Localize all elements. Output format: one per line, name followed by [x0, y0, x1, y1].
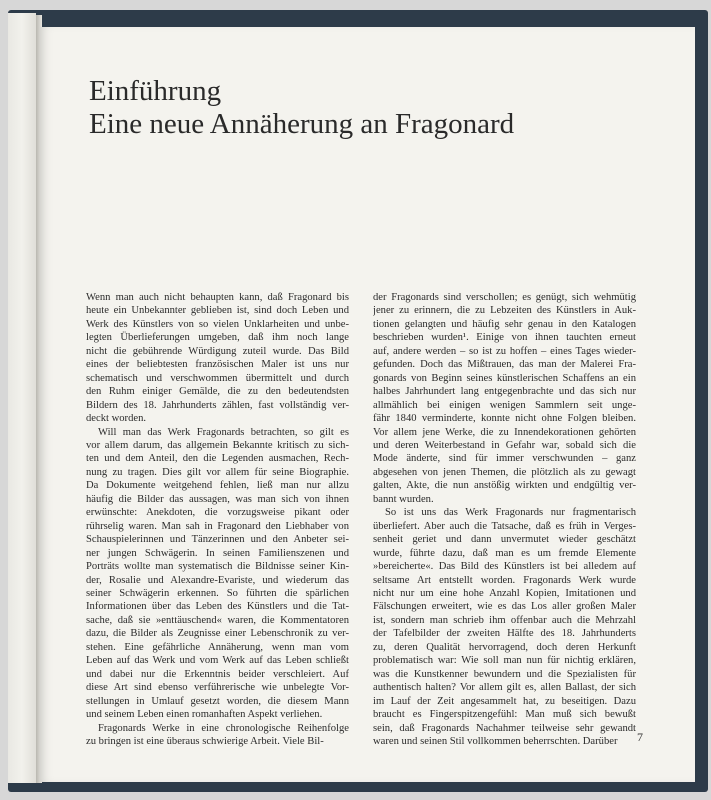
- text-line: der, Rosalie und Alexandre-Evariste, und wiederum das: [86, 574, 349, 586]
- text-line: häufig die Bilder das aussagen, was man sich von ihnen: [86, 493, 349, 505]
- text-line: zu, deren Qualität hervorragend, doch deren Herkunft: [373, 641, 636, 653]
- text-line: Porträts wollte man systematisch die Bildnisse seiner Kin-: [86, 561, 349, 573]
- text-line: Will man das Werk Fragonards betrachten, so gilt es: [98, 426, 349, 438]
- text-line: halbes Jahrhundert lang entgegenbrachte und das sich nur: [373, 386, 636, 398]
- text-line: jener zu erinnern, die zu Lebzeiten des Künstlers in Auk-: [373, 305, 636, 317]
- text-line: seltsame Art entstellt worden. Fragonards Werk wurde: [373, 574, 636, 586]
- text-line: So ist uns das Werk Fragonards nur fragmentarisch: [385, 507, 636, 519]
- text-line: Leben auf das Werk und vom Werk auf das Leben schließt: [86, 655, 349, 667]
- text-line: Da Dokumente weitgehend fehlen, ließ man nur allzu: [86, 480, 349, 492]
- text-line: legten Überlieferungen umgeben, daß ihm noch lange: [86, 332, 349, 344]
- left-page-edge: [8, 13, 36, 783]
- text-line: erwünschte: Anekdoten, die vorzugsweise pikant oder: [86, 507, 349, 519]
- text-line: überliefert. Aber auch die Tatsache, daß es früh in Verges-: [373, 520, 636, 532]
- text-line: authentisch halten? Vor allem gilt es, allen Ballast, der sich: [373, 682, 636, 694]
- text-line: im Lauf der Zeit angesammelt hat, zu beseitigen. Dazu: [373, 695, 636, 707]
- text-line: abgesehen von jenen Themen, die plötzlich als zu gewagt: [373, 466, 636, 478]
- text-line: senheit geriet und dann unvermutet wieder geschätzt: [373, 534, 636, 546]
- text-line: wurde, führte dazu, daß man es um fremde Elemente: [373, 547, 636, 559]
- text-line: seiner Schwägerin erkennen. So führten die spärlichen: [86, 587, 349, 599]
- text-line: Wenn man auch nicht behaupten kann, daß Fragonard bis: [86, 292, 349, 303]
- text-line: Mode änderte, sind für immer verschwunden – ganz: [373, 453, 636, 465]
- text-line: beschrieben wurden¹. Einige von ihnen tauchten erneut: [373, 332, 636, 344]
- text-line: stehen. Eine gefährliche Annäherung, wenn man vom: [86, 641, 349, 653]
- text-line: schematisch und verschwommen übermittelt und durch: [86, 372, 349, 384]
- text-line: Informationen über das Leben des Künstlers und die Tat-: [86, 601, 349, 613]
- text-column-right: [373, 291, 636, 748]
- text-line: nung zu tragen. Dies gilt vor allem für seine Biographie.: [86, 466, 349, 478]
- text-line: was die Kunstkenner bewundern und die Spezialisten für: [373, 668, 636, 680]
- text-line: Bildern des 18. Jahrhunderts zählen, fast vollständig ver-: [86, 399, 349, 411]
- chapter-title: [89, 75, 514, 141]
- chapter-title-line-2: Eine neue Annäherung an Fragonard: [89, 108, 515, 140]
- text-line: sache, daß sie »enttäuschend« waren, die Kommentatoren: [86, 614, 349, 626]
- text-line: diese Art sind ebenso verführerische wie unbelegte Vor-: [86, 682, 349, 694]
- text-line: Fälschungen erweitert, wie es das Los aller großen Maler: [373, 601, 636, 613]
- text-line: vor allem darum, das allgemein Bekannte kritisch zu sich-: [86, 439, 349, 451]
- text-line: fähr 1840 verminderte, konnte nicht ohne Folgen bleiben.: [373, 413, 636, 425]
- text-line: waren und seinen Stil vollkommen beherrschten. Darüber: [373, 735, 618, 747]
- text-line: deckt worden.: [86, 413, 147, 425]
- chapter-title-line-1: Einführung: [89, 75, 222, 107]
- text-line: ten und dem Anteil, den die Legenden ausmachen, Rech-: [86, 453, 349, 465]
- text-line: nicht die gebührende Würdigung zuteil wurde. Das Bild: [86, 345, 349, 357]
- text-line: eines der beliebtesten französischen Maler ist uns nur: [86, 359, 349, 371]
- text-column-left: [86, 291, 349, 748]
- text-line: nicht nur um eine hohe Anzahl Kopien, Imitationen und: [373, 587, 636, 599]
- text-line: Vor allem jene Werke, die zu Innendekorationen gehörten: [373, 426, 636, 438]
- text-line: stellungen in Umlauf gesetzt worden, die diesem Mann: [86, 695, 349, 707]
- text-line: galten, Akte, die nun anstößig wirkten und endgültig ver-: [373, 480, 636, 492]
- text-line: dazu, die Bilder als Zeugnisse einer Lebenschronik zu ver-: [86, 628, 349, 640]
- text-line: allmählich bei einigen wenigen Sammlern seit unge-: [373, 399, 636, 411]
- text-line: tionen gelangten und häufig sehr genau in den Katalogen: [373, 318, 636, 330]
- text-line: und seinem Leben einen romanhaften Aspekt verliehen.: [86, 709, 323, 721]
- text-line: Schauspielerinnen und Tänzerinnen und den Anbeter sei-: [86, 534, 349, 546]
- text-line: Werk des Künstlers von so vielen Unklarheiten und unbe-: [86, 318, 349, 330]
- text-line: »bereicherte«. Das Bild des Künstlers ist bei alledem auf: [373, 561, 636, 573]
- page-number: 7: [637, 730, 643, 744]
- text-line: den Ruhm einiger Gemälde, die zu den bedeutendsten: [86, 386, 349, 398]
- text-line: der Fragonards sind verschollen; es genügt, sich wehmütig: [373, 292, 636, 303]
- text-line: heute ein Unbekannter geblieben ist, sind doch Leben und: [86, 305, 349, 317]
- text-line: rührselig waren. Man sah in Fragonard den Liebhaber von: [86, 520, 349, 532]
- text-line: und dabei nur die Erkenntnis beider verschleiert. Auf: [86, 668, 349, 680]
- text-line: braucht es Fingerspitzengefühl: Man muß sich bewußt: [373, 709, 636, 721]
- text-line: gonards von Beginn seines künstlerischen Schaffens an ein: [373, 372, 636, 384]
- text-line: problematisch war: Wie soll man nun für nichtig erklären,: [373, 655, 636, 667]
- text-line: ner jungen Schwägerin. In seinen Familienszenen und: [86, 547, 349, 559]
- text-line: auf, andere werden – so ist zu hoffen – eines Tages wieder-: [373, 345, 636, 357]
- text-line: zu bringen ist eine überaus schwierige Arbeit. Viele Bil-: [86, 735, 324, 747]
- text-line: sein, daß Fragonards Nachahmer teilweise sehr gewandt: [373, 722, 636, 734]
- text-line: bannt wurden.: [373, 493, 434, 505]
- text-line: und deren Weiterbestand in Gefahr war, sobald sich die: [373, 439, 636, 451]
- text-line: gefunden. Doch das Mißtrauen, das man der Malerei Fra-: [373, 359, 636, 371]
- text-line: ist, sondern man schrieb ihm offenbar auch die Mehrzahl: [373, 614, 636, 626]
- text-line: Fragonards Werke in eine chronologische Reihenfolge: [98, 722, 349, 734]
- text-line: der Tafelbilder der zweiten Hälfte des 18. Jahrhunderts: [373, 628, 636, 640]
